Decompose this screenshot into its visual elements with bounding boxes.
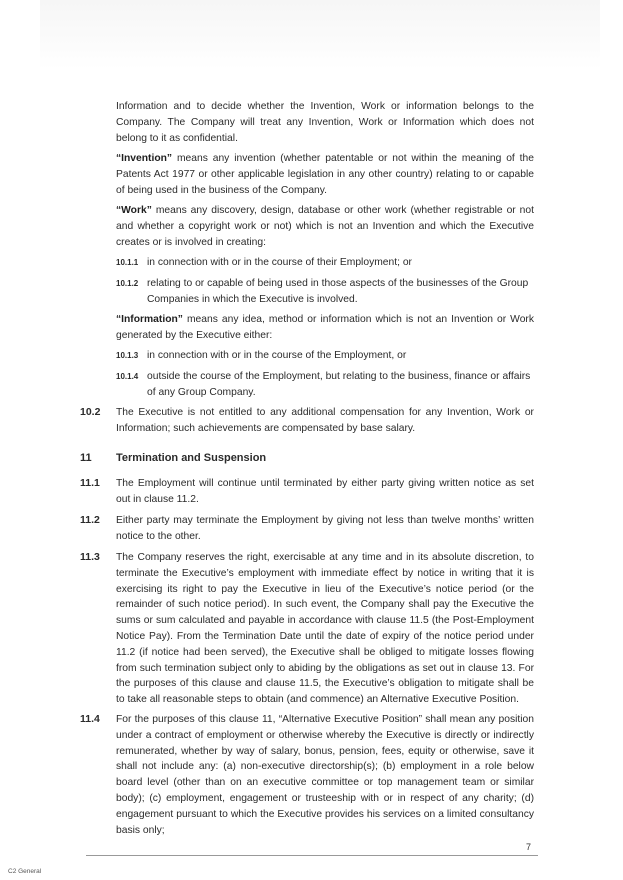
section-11-heading: Termination and Suspension bbox=[116, 452, 267, 464]
information-text: means any idea, method or information which is not an Invention or Work generated by the Executive either: bbox=[116, 314, 534, 341]
footer-divider bbox=[86, 855, 538, 856]
section-11-number: 11 bbox=[80, 452, 92, 464]
intro-paragraph: Information and to decide whether the Invention, Work or information belongs to the Company. The Company will treat any Invention, Work or Information which does not belong to it as confidential. bbox=[116, 101, 534, 144]
clause-11-3-text: The Company reserves the right, exercisable at any time and in its absolute discretion, to terminate the Executive’s employment with immediate effect by notice in writing that it is exercising its right to pay the Executive in lieu of the Executive’s notice period (or the remainder of such notice period). In such event, the Company shall pay the Executive the sums or sum calculated and payable in accordance with clause 11.5 (the Post-Employment Notice Pay). From the Termination Date until the date of expiry of the notice period under 11.2 (if notice had been served), the Executive shall be obliged to mitigate losses flowing from such termination subject only to abiding by the obligations as set out in clause 13. For the purposes of this clause and clause 11.5, the Executive’s obligation to mitigate shall be to take all reasonable steps to obtain (and commence) an Alternative Executive Position. bbox=[116, 552, 534, 706]
clause-10-1-1-text: in connection with or in the course of their Employment; or bbox=[147, 257, 412, 268]
clause-10-1-2-text: relating to or capable of being used in those aspects of the businesses of the Group Companies in which the Executive is involved. bbox=[147, 278, 529, 305]
clause-10-2-text: The Executive is not entitled to any additional compensation for any Invention, Work or Information; such achievements are compensated by base salary. bbox=[116, 407, 534, 434]
invention-text: means any invention (whether patentable or not within the meaning of the Patents Act 1977 or other applicable legislation in any other country) relating to or capable of being used in the business of the Company. bbox=[116, 153, 534, 196]
clause-10-1-3-number: 10.1.3 bbox=[116, 351, 139, 360]
scan-smudge bbox=[40, 0, 600, 70]
work-definition bbox=[116, 203, 534, 250]
clause-10-1-3-text: in connection with or in the course of the Employment, or bbox=[147, 350, 407, 361]
classification-label: C2 General bbox=[8, 868, 42, 875]
work-term: “Work” bbox=[116, 205, 152, 216]
clause-10-1-4-text: outside the course of the Employment, but relating to the business, finance or affairs of any Group Company. bbox=[147, 371, 531, 398]
clause-11-4-number: 11.4 bbox=[80, 713, 100, 725]
clause-11-1-text: The Employment will continue until terminated by either party giving written notice as set out in clause 11.2. bbox=[116, 478, 534, 505]
invention-definition bbox=[116, 151, 534, 198]
information-term: “Information” bbox=[116, 314, 183, 325]
clause-11-2-text: Either party may terminate the Employment by giving not less than twelve months’ written notice to the other. bbox=[116, 515, 534, 542]
clause-10-1-2-number: 10.1.2 bbox=[116, 279, 139, 288]
invention-term: “Invention” bbox=[116, 153, 173, 164]
clause-11-2-number: 11.2 bbox=[80, 514, 100, 526]
clause-11-4-text: For the purposes of this clause 11, “Alternative Executive Position” shall mean any position under a contract of employment or otherwise whereby the Executive is directly or indirectly remunerated, whether by way of salary, bonus, pension, fees, equity or otherwise, save it shall not include any: (a) non-executive directorship(s); (b) employment in a role below board level (other than on an executive committee or top management team or similar body); (c) employment, engagement or trusteeship with or in respect of any charity; (d) engagement pursuant to which the Executive provides his services on a limited consultancy basis only; bbox=[116, 714, 534, 836]
page-number: 7 bbox=[526, 842, 532, 852]
clause-10-2-number: 10.2 bbox=[80, 406, 101, 418]
clause-10-1-1-number: 10.1.1 bbox=[116, 258, 139, 267]
clause-10-1-4-number: 10.1.4 bbox=[116, 372, 139, 381]
information-definition bbox=[116, 312, 534, 344]
clause-11-1-number: 11.1 bbox=[80, 477, 100, 489]
work-text: means any discovery, design, database or other work (whether registrable or not and whether a copyright work or not) which is not an Invention and which the Executive creates or is involved in creating: bbox=[116, 205, 534, 248]
clause-11-3-number: 11.3 bbox=[80, 551, 100, 563]
